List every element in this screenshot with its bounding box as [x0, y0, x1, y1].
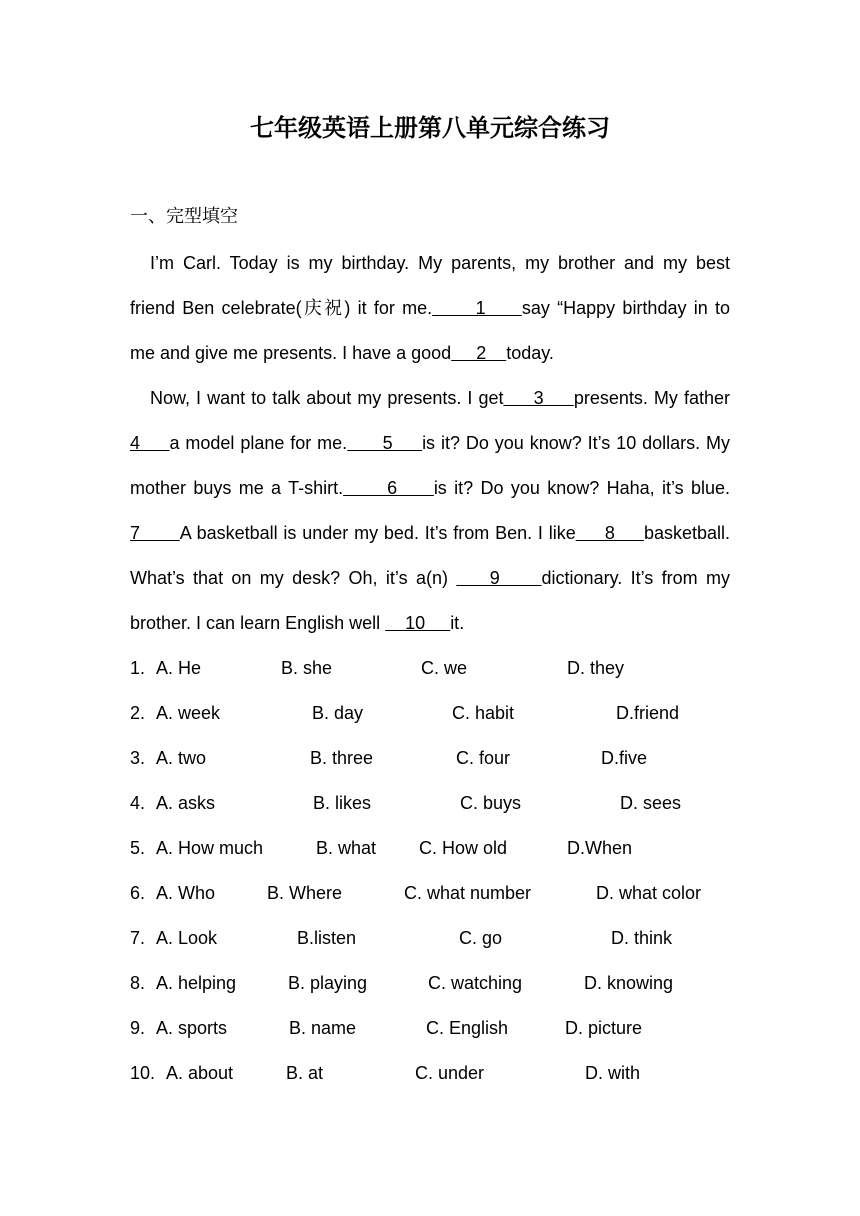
- option-c: C. habit: [452, 703, 515, 723]
- passage-text: dictionary. It’s from my: [541, 568, 730, 588]
- option-b: B. what: [316, 838, 377, 858]
- option-b: B.listen: [297, 928, 357, 948]
- blank-4: 4: [130, 433, 170, 453]
- option-a: A. about: [166, 1063, 234, 1083]
- option-b: B. playing: [288, 973, 368, 993]
- passage-line-5: [130, 430, 730, 456]
- passage-line-7: [130, 520, 730, 546]
- question-number: 10.: [130, 1063, 156, 1083]
- option-a: A. asks: [156, 793, 216, 813]
- passage-line-1: [150, 250, 730, 276]
- blank-3: 3: [503, 388, 574, 408]
- passage-text: mother buys me a T-shirt.: [130, 478, 344, 498]
- passage-text: is it? Do you know? Haha, it’s blue.: [433, 478, 730, 498]
- option-d: D. what color: [596, 883, 702, 903]
- option-a: A. week: [156, 703, 221, 723]
- passage-text: me and give me presents. I have a good: [130, 343, 452, 363]
- option-d: D. knowing: [584, 973, 674, 993]
- blank-1: 1: [432, 298, 522, 318]
- passage-line-9: [130, 610, 730, 636]
- passage-text: it.: [450, 613, 465, 633]
- question-number: 8.: [130, 973, 146, 993]
- option-b: B. likes: [313, 793, 372, 813]
- option-d: D.When: [567, 838, 633, 858]
- option-c: C. How old: [419, 838, 508, 858]
- passage-text: a model plane for me.: [169, 433, 348, 453]
- question-number: 6.: [130, 883, 146, 903]
- passage-line-6: [130, 475, 730, 501]
- blank-7: 7: [130, 523, 180, 543]
- passage-text: today.: [506, 343, 554, 363]
- option-c: C. watching: [428, 973, 523, 993]
- option-a: A. Who: [156, 883, 216, 903]
- option-d: D. with: [585, 1063, 641, 1083]
- blank-2: 2: [451, 343, 507, 363]
- option-a: A. two: [156, 748, 207, 768]
- question-number: 4.: [130, 793, 146, 813]
- passage-text: friend Ben celebrate(: [130, 298, 302, 318]
- passage-text: A basketball is under my bed. It’s from Ben. I like: [179, 523, 576, 543]
- option-c: C. English: [426, 1018, 509, 1038]
- option-d: D.five: [601, 748, 648, 768]
- option-d: D.friend: [616, 703, 680, 723]
- option-a: A. Look: [156, 928, 218, 948]
- question-number: 5.: [130, 838, 146, 858]
- option-b: B. Where: [267, 883, 343, 903]
- blank-5: 5: [347, 433, 423, 453]
- page-title: 七年级英语上册第八单元综合练习: [250, 113, 610, 142]
- passage-line-4: [150, 385, 730, 411]
- passage-chinese-gloss: 庆祝: [301, 298, 345, 319]
- passage-text: I’m Carl. Today is my birthday. My parents, my brother and my best: [150, 253, 730, 273]
- question-number: 7.: [130, 928, 146, 948]
- question-number: 2.: [130, 703, 146, 723]
- passage-line-8: [130, 565, 730, 591]
- option-b: B. name: [289, 1018, 357, 1038]
- option-d: D. think: [611, 928, 673, 948]
- passage-line-3: [130, 340, 730, 366]
- passage-text: brother. I can learn English well: [130, 613, 381, 633]
- passage-text: presents. My father: [573, 388, 730, 408]
- option-c: C. we: [421, 658, 468, 678]
- passage-text: What’s that on my desk? Oh, it’s a(n): [130, 568, 448, 588]
- option-c: C. go: [459, 928, 503, 948]
- option-b: B. at: [286, 1063, 324, 1083]
- question-number: 1.: [130, 658, 146, 678]
- option-b: B. she: [281, 658, 333, 678]
- blank-6: 6: [343, 478, 434, 498]
- passage-text: is it? Do you know? It’s 10 dollars. My: [422, 433, 731, 453]
- passage-text: basketball.: [643, 523, 730, 543]
- passage-text: say “Happy birthday in to: [521, 298, 730, 318]
- option-d: D. they: [567, 658, 625, 678]
- option-b: B. three: [310, 748, 374, 768]
- passage-text: ) it for me.: [344, 298, 433, 318]
- option-d: D. sees: [620, 793, 682, 813]
- question-number: 3.: [130, 748, 146, 768]
- option-b: B. day: [312, 703, 364, 723]
- blank-8: 8: [575, 523, 644, 543]
- option-a: A. He: [156, 658, 202, 678]
- passage-text: Now, I want to talk about my presents. I get: [150, 388, 504, 408]
- option-a: A. helping: [156, 973, 237, 993]
- option-a: A. sports: [156, 1018, 228, 1038]
- blank-9: 9: [456, 568, 542, 588]
- passage-line-2: [130, 295, 730, 322]
- option-c: C. four: [456, 748, 511, 768]
- question-number: 9.: [130, 1018, 146, 1038]
- section-heading: 一、完型填空: [130, 206, 238, 227]
- blank-10: 10: [385, 613, 451, 633]
- option-d: D. picture: [565, 1018, 643, 1038]
- option-c: C. buys: [460, 793, 522, 813]
- option-c: C. under: [415, 1063, 485, 1083]
- option-a: A. How much: [156, 838, 264, 858]
- option-c: C. what number: [404, 883, 532, 903]
